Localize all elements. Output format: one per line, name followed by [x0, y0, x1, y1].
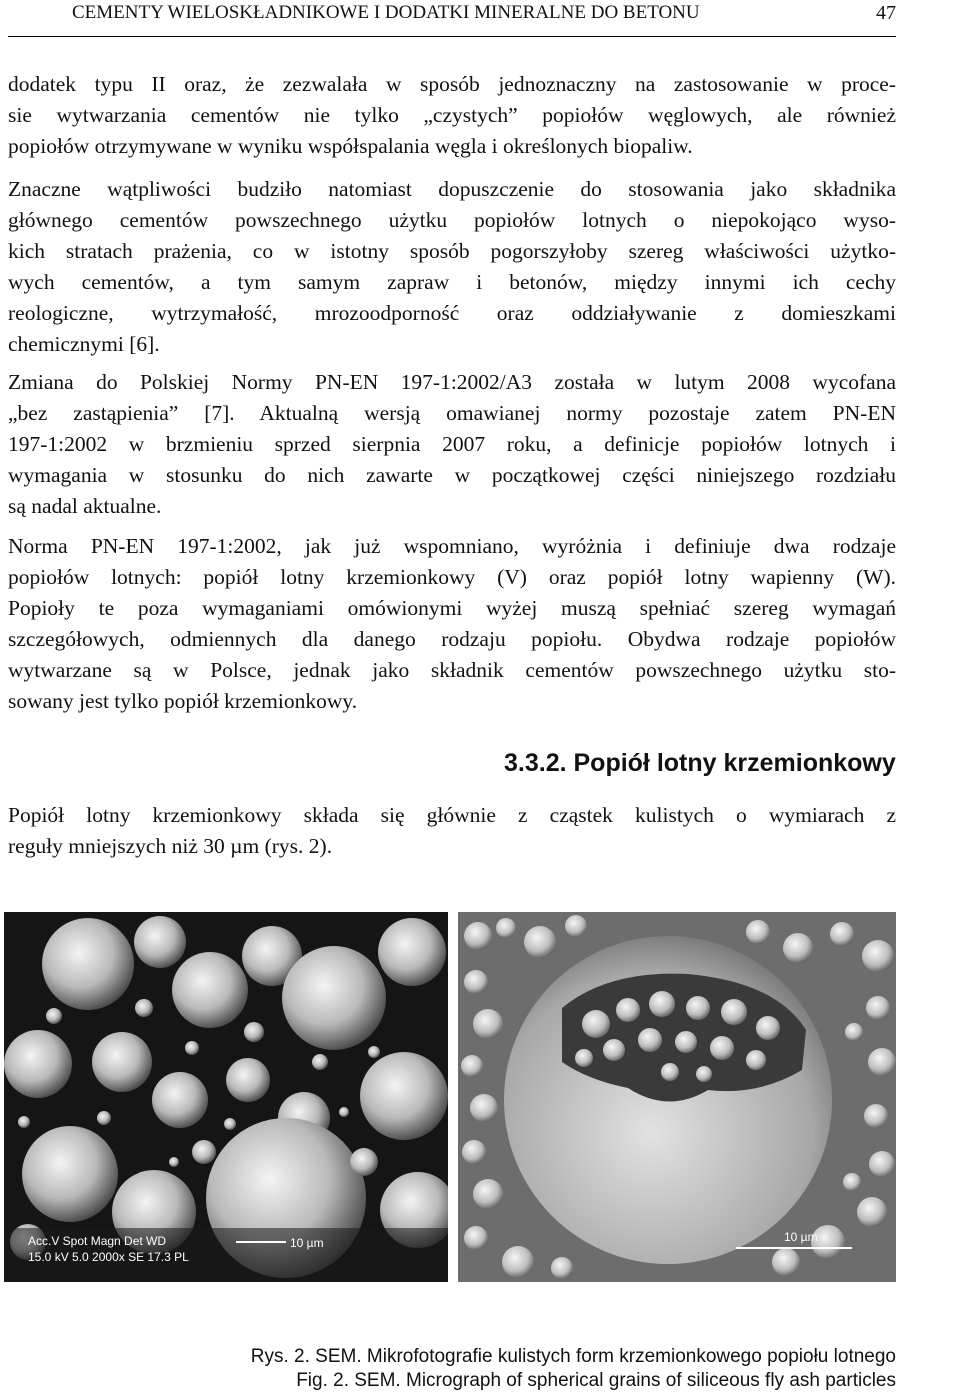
caption-polish: Rys. 2. SEM. Mikrofotografie kulistych form krzemionkowego popiołu lotnego	[250, 1346, 896, 1367]
text-line: „bez zastąpienia” [7]. Aktualną wersją omawianej normy pozostaje zatem PN-EN	[8, 400, 896, 425]
text-line: sie wytwarzania cementów nie tylko „czystych” popiołów węglowych, ale również	[8, 102, 896, 127]
text-line: Znaczne wątpliwości budziło natomiast dopuszczenie do stosowania jako składnika	[8, 177, 896, 201]
text-line: wych cementów, a tym samym zapraw i betonów, między innymi ich cechy	[8, 269, 896, 294]
sem-image-left	[4, 912, 448, 1282]
text-line: Popioły te poza wymaganiami omówionymi wyżej muszą spełniać szereg wymagań	[8, 595, 896, 620]
sem-micrograph-right	[458, 912, 896, 1282]
text-line: 197-1:2002 w brzmieniu sprzed sierpnia 2007 roku, a definicje popiołów lotnych i	[8, 431, 896, 456]
section-paragraph	[8, 800, 896, 862]
text-line: są nadal aktualne.	[8, 493, 162, 518]
text-line: reologiczne, wytrzymałość, mrozoodporność oraz oddziaływanie z domieszkami	[8, 300, 896, 325]
text-line: chemicznymi [6].	[8, 331, 160, 356]
text-line: Zmiana do Polskiej Normy PN-EN 197-1:2002/A3 została w lutym 2008 wycofana	[8, 370, 896, 394]
text-line: kich stratach prażenia, co w istotny sposób pogorszyłoby szereg właściwości użytko-	[8, 238, 896, 263]
paragraph-1	[8, 69, 896, 162]
sem-image-right	[458, 912, 896, 1282]
caption-english: Fig. 2. SEM. Micrograph of spherical grains of siliceous fly ash particles	[296, 1370, 896, 1391]
text-line: szczegółowych, odmiennych dla danego rodzaju popiołu. Obydwa rodzaje popiołów	[8, 626, 896, 651]
text-line: głównego cementów powszechnego użytku popiołów lotnych o niepokojąco wyso-	[8, 207, 896, 232]
text-line: Norma PN-EN 197-1:2002, jak już wspomniano, wyróżnia i definiuje dwa rodzaje	[8, 534, 896, 558]
text-line: sowany jest tylko popiół krzemionkowy.	[8, 688, 358, 713]
text-line: popiołów lotnych: popiół lotny krzemionkowy (V) oraz popiół lotny wapienny (W).	[8, 564, 896, 589]
running-header-title: CEMENTY WIELOSKŁADNIKOWE I DODATKI MINERALNE DO BETONU	[72, 2, 700, 23]
sem-parameters-header: Acc.V Spot Magn Det WD	[28, 1234, 167, 1248]
paragraph-3	[8, 367, 896, 522]
text-line: wytwarzane są w Polsce, jednak jako składnik cementów powszechnego użytku sto-	[8, 657, 896, 682]
paragraph-2	[8, 174, 896, 359]
scale-bar-label-left: 10 µm	[290, 1236, 324, 1250]
text-line: reguły mniejszych niż 30 µm (rys. 2).	[8, 833, 333, 858]
section-heading: 3.3.2. Popiół lotny krzemionkowy	[504, 749, 896, 777]
running-header	[8, 0, 896, 37]
text-line: Popiół lotny krzemionkowy składa się głównie z cząstek kulistych o wymiarach z	[8, 803, 896, 827]
paragraph-4	[8, 531, 896, 716]
page-number: 47	[876, 2, 896, 24]
text-line: wymagania w stosunku do nich zawarte w początkowej części niniejszego rozdziału	[8, 462, 896, 487]
text-line: popiołów otrzymywane w wyniku współspalania węgla i określonych biopaliw.	[8, 133, 693, 158]
sem-parameters-values: 15.0 kV 5.0 2000x SE 17.3 PL	[28, 1250, 189, 1264]
sem-micrograph-left	[4, 912, 448, 1282]
text-line: dodatek typu II oraz, że zezwalała w sposób jednoznaczny na zastosowanie w proce-	[8, 72, 896, 96]
scale-bar-label-right: 10 µm	[784, 1230, 818, 1244]
